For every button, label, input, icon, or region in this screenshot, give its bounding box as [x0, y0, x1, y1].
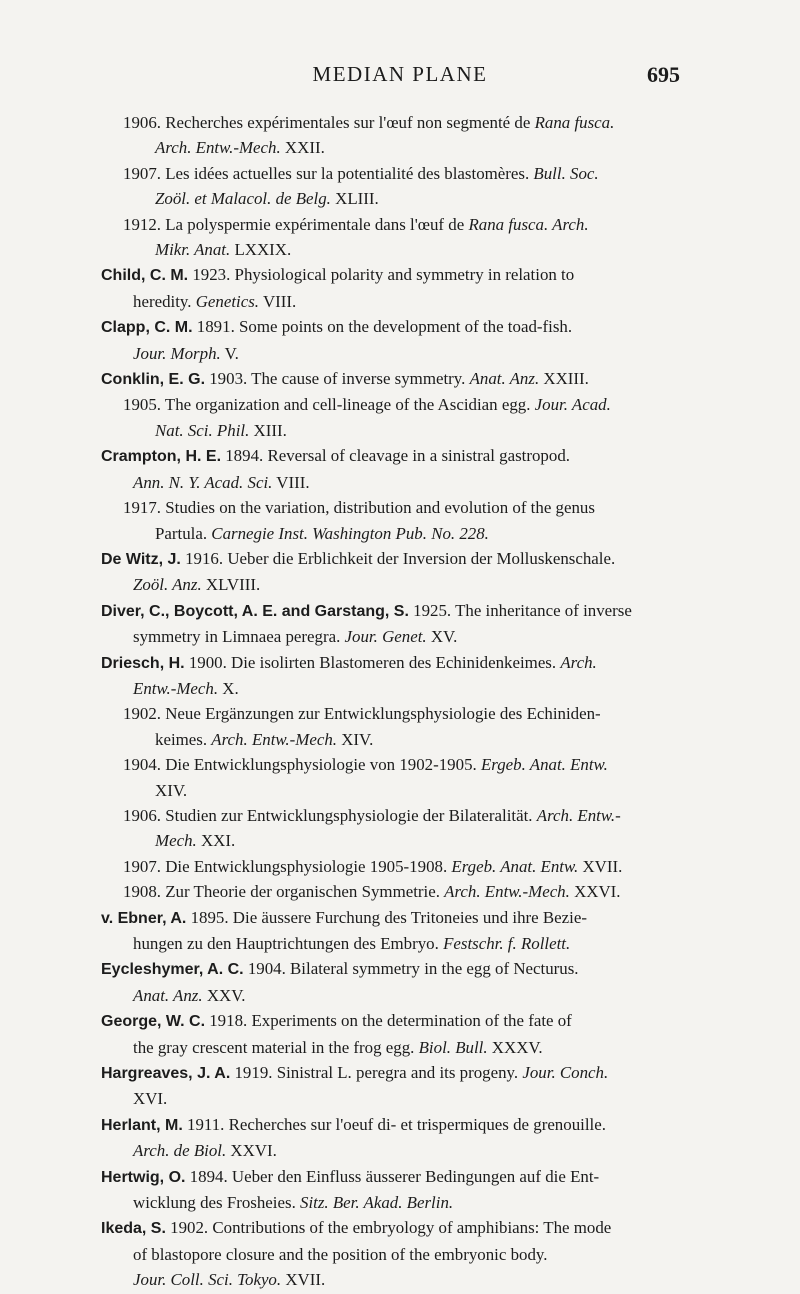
entry-volume: V. [220, 343, 239, 363]
entry-first-line [101, 212, 681, 237]
entry-text: 1894. Ueber den Einfluss äusserer Bedingungen auf die Ent- [185, 1166, 600, 1186]
entry-volume: XXV. [202, 985, 246, 1005]
entry-text: 1904. Die Entwicklungsphysiologie von 1902-1905. [123, 755, 481, 775]
bibliography-entry [101, 495, 681, 546]
entry-continuation [101, 1267, 681, 1292]
running-head [0, 62, 800, 92]
entry-volume: XLIII. [330, 189, 379, 209]
entry-volume: XXIII. [539, 369, 589, 389]
entry-first-line [101, 598, 681, 624]
entry-continuation [101, 828, 681, 853]
entry-author: Crampton, H. E. [101, 448, 222, 466]
entry-text: 1906. Studien zur Entwicklungsphysiologie der Bilateralität. [123, 805, 537, 825]
entry-journal: Zoöl. Anz. [133, 575, 202, 595]
entry-text: Partula. [155, 523, 212, 543]
entry-continuation [101, 931, 681, 956]
entry-first-line [101, 1008, 681, 1034]
entry-journal: Bull. Soc. [533, 163, 599, 183]
entry-text: 1907. Die Entwicklungsphysiologie 1905-1908. [123, 856, 452, 876]
entry-continuation [101, 1138, 681, 1163]
entry-continuation [101, 418, 681, 443]
entry-text: 1904. Bilateral symmetry in the egg of Necturus. [243, 959, 579, 979]
entry-volume: XVI. [133, 1089, 168, 1109]
entry-author: Hargreaves, J. A. [101, 1065, 231, 1083]
entry-volume: XXVI. [226, 1141, 277, 1161]
entry-journal: Zoöl. et Malacol. de Belg. [155, 189, 331, 209]
running-title: MEDIAN PLANE [312, 62, 488, 86]
entry-journal: Mech. [155, 831, 197, 851]
entry-first-line [101, 752, 681, 777]
entry-continuation [101, 135, 681, 160]
entry-first-line [101, 1164, 681, 1190]
entry-volume: XVII. [578, 856, 623, 876]
entry-volume: XIV. [337, 729, 374, 749]
entry-journal: Arch. [560, 652, 597, 672]
entry-author: Eycleshymer, A. C. [101, 961, 244, 979]
entry-journal: Rana fusca. Arch. [468, 214, 589, 234]
entry-first-line [101, 262, 681, 288]
entry-first-line [101, 1060, 681, 1086]
bibliography-entry [101, 1215, 681, 1292]
entry-volume: X. [218, 678, 239, 698]
entry-text: 1917. Studies on the variation, distribution and evolution of the genus [123, 498, 595, 518]
entry-continuation [101, 186, 681, 211]
entry-journal: Arch. Entw.-Mech. [211, 729, 337, 749]
bibliography-entry [101, 212, 681, 263]
entry-text: 1891. Some points on the development of the toad-fish. [192, 317, 573, 337]
entry-text: wicklung des Frosheies. [133, 1193, 301, 1213]
entry-author: v. Ebner, A. [101, 909, 187, 927]
entry-text: keimes. [155, 729, 212, 749]
bibliography-list [101, 110, 681, 1293]
entry-text: 1903. The cause of inverse symmetry. [205, 369, 470, 389]
entry-volume: VIII. [272, 472, 310, 492]
bibliography-entry [101, 905, 681, 957]
entry-text: 1902. Neue Ergänzungen zur Entwicklungsphysiologie des Echiniden- [123, 704, 601, 724]
entry-text: 1912. La polyspermie expérimentale dans l'œuf de [123, 214, 469, 234]
entry-author: Herlant, M. [101, 1116, 183, 1134]
entry-text: hungen zu den Hauptrichtungen des Embryo. [133, 934, 444, 953]
entry-first-line [101, 879, 681, 904]
entry-first-line [101, 495, 681, 520]
entry-continuation [101, 676, 681, 701]
entry-continuation [101, 727, 681, 752]
entry-volume: XXVI. [569, 882, 621, 902]
entry-volume: XXI. [196, 831, 236, 851]
entry-text: 1906. Recherches expérimentales sur l'œuf non segmenté de [123, 113, 535, 132]
entry-first-line [101, 366, 681, 392]
entry-volume: XIII. [249, 420, 287, 440]
entry-text: 1925. The inheritance of inverse [408, 600, 632, 620]
entry-volume: XVII. [281, 1270, 326, 1290]
entry-journal: Jour. Conch. [522, 1063, 609, 1083]
entry-journal: Ann. N. Y. Acad. Sci. [133, 472, 273, 492]
entry-author: Conklin, E. G. [101, 371, 206, 389]
page-number: 695 [647, 62, 680, 87]
bibliography-entry [101, 1164, 681, 1216]
entry-continuation [101, 341, 681, 366]
entry-journal: Anat. Anz. [469, 369, 540, 389]
entry-author: Diver, C., Boycott, A. E. and Garstang, S. [101, 602, 409, 620]
bibliography-entry [101, 701, 681, 752]
entry-journal: Jour. Genet. [344, 627, 427, 647]
entry-journal: Mikr. Anat. [155, 240, 231, 260]
entry-journal: Festschr. f. Rollett. [443, 934, 571, 953]
bibliography-entry [101, 752, 681, 803]
entry-text: 1919. Sinistral L. peregra and its progeny. [230, 1063, 523, 1083]
entry-journal: Ergeb. Anat. Entw. [451, 856, 579, 876]
bibliography-entry [101, 1008, 681, 1060]
bibliography-entry [101, 366, 681, 392]
bibliography-entry [101, 1112, 681, 1164]
entry-volume: VIII. [259, 291, 297, 311]
entry-text: 1918. Experiments on the determination of the fate of [205, 1011, 572, 1031]
entry-journal: Jour. Morph. [133, 343, 221, 363]
entry-text: of blastopore closure and the position of the embryonic body. [133, 1244, 548, 1264]
entry-journal: Arch. de Biol. [133, 1141, 227, 1161]
entry-volume: LXXIX. [230, 240, 292, 260]
bibliography-entry [101, 314, 681, 366]
entry-text: 1895. Die äussere Furchung des Tritoneies und ihre Bezie- [186, 907, 587, 927]
entry-text: heredity. [133, 291, 196, 311]
bibliography-entry [101, 262, 681, 314]
entry-continuation [101, 237, 681, 262]
entry-first-line [101, 443, 681, 469]
entry-journal: Rana fusca. [534, 113, 615, 132]
entry-journal: Carnegie Inst. Washington Pub. No. 228. [211, 523, 489, 543]
entry-volume: XLVIII. [201, 575, 261, 595]
entry-author: Ikeda, S. [101, 1220, 166, 1238]
entry-text: 1908. Zur Theorie der organischen Symmetrie. [123, 882, 445, 902]
entry-author: Driesch, H. [101, 654, 185, 672]
entry-continuation [101, 289, 681, 314]
bibliography-entry [101, 956, 681, 1008]
entry-volume: XV. [426, 627, 458, 647]
entry-text: 1894. Reversal of cleavage in a sinistral gastropod. [221, 446, 570, 466]
bibliography-entry [101, 1060, 681, 1112]
entry-author: Clapp, C. M. [101, 319, 193, 337]
entry-continuation [101, 778, 681, 803]
entry-journal: Arch. Entw.-Mech. [155, 138, 281, 158]
bibliography-entry [101, 879, 681, 904]
bibliography-entry [101, 546, 681, 598]
entry-first-line [101, 110, 681, 135]
bibliography-entry [101, 110, 681, 161]
entry-journal: Anat. Anz. [133, 985, 203, 1005]
entry-first-line [101, 956, 681, 982]
entry-journal: Jour. Acad. [534, 395, 611, 415]
entry-text: symmetry in Limnaea peregra. [133, 627, 345, 647]
entry-continuation [101, 1190, 681, 1215]
bibliography-entry [101, 598, 681, 650]
entry-author: Hertwig, O. [101, 1168, 186, 1186]
entry-journal: Genetics. [195, 291, 260, 311]
entry-text: the gray crescent material in the frog egg. [133, 1037, 419, 1057]
entry-journal: Biol. Bull. [418, 1037, 488, 1057]
entry-journal: Entw.-Mech. [133, 678, 219, 698]
bibliography-entry [101, 443, 681, 495]
entry-text: 1905. The organization and cell-lineage of the Ascidian egg. [123, 395, 535, 415]
entry-author: De Witz, J. [101, 550, 181, 568]
bibliography-entry [101, 854, 681, 879]
entry-text: 1923. Physiological polarity and symmetry in relation to [188, 265, 575, 285]
entry-continuation [101, 624, 681, 649]
entry-author: George, W. C. [101, 1013, 206, 1031]
entry-first-line [101, 803, 681, 828]
entry-journal: Jour. Coll. Sci. Tokyo. [133, 1270, 282, 1290]
entry-first-line [101, 854, 681, 879]
entry-text: 1900. Die isolirten Blastomeren des Echinidenkeimes. [184, 652, 561, 672]
entry-journal: Ergeb. Anat. Entw. [480, 755, 608, 775]
entry-first-line [101, 650, 681, 676]
entry-volume: XXII. [280, 138, 325, 158]
entry-continuation [101, 983, 681, 1008]
entry-first-line [101, 392, 681, 417]
entry-journal: Arch. Entw.-Mech. [444, 882, 570, 902]
entry-journal: Sitz. Ber. Akad. Berlin. [300, 1193, 454, 1213]
entry-author: Child, C. M. [101, 267, 189, 285]
entry-first-line [101, 314, 681, 340]
entry-text: 1911. Recherches sur l'oeuf di- et trispermiques de grenouille. [182, 1114, 606, 1134]
entry-continuation [101, 572, 681, 597]
entry-volume: XIV. [155, 780, 188, 800]
entry-continuation [101, 470, 681, 495]
entry-first-line [101, 1215, 681, 1241]
entry-first-line [101, 1112, 681, 1138]
entry-first-line [101, 905, 681, 931]
entry-text: 1916. Ueber die Erblichkeit der Inversion der Molluskenschale. [180, 548, 616, 568]
entry-volume: XXXV. [487, 1037, 543, 1057]
bibliography-entry [101, 392, 681, 443]
entry-continuation [101, 1086, 681, 1111]
entry-first-line [101, 161, 681, 186]
bibliography-entry [101, 161, 681, 212]
entry-continuation [101, 1242, 681, 1267]
entry-text: 1902. Contributions of the embryology of amphibians: The mode [165, 1218, 612, 1238]
entry-continuation [101, 1035, 681, 1060]
bibliography-entry [101, 650, 681, 702]
bibliography-entry [101, 803, 681, 854]
entry-continuation [101, 521, 681, 546]
entry-first-line [101, 546, 681, 572]
entry-first-line [101, 701, 681, 726]
entry-text: 1907. Les idées actuelles sur la potentialité des blastomères. [123, 163, 534, 183]
entry-journal: Arch. Entw.- [536, 805, 621, 825]
entry-journal: Nat. Sci. Phil. [155, 420, 250, 440]
